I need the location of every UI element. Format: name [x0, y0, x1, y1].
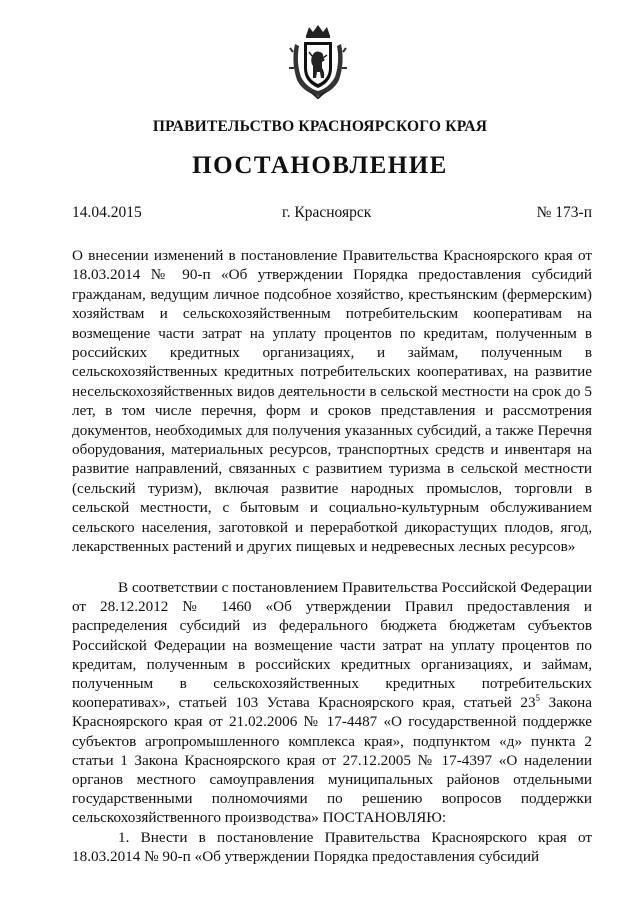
- body-paragraph-text-cont: Закона Красноярского края от 21.02.2006 № 17-4487 «О государственной поддержке субъектов агропромышленного комплекса края», подпунктом «д» пункта 2 статьи 1 Закона Красноярского края от 27.12.2005 № 17-4397 «О наделении органов местного самоуправления муниципальных районов отдельными государственными полномочиями по решению вопросов поддержки сельскохозяйственного производства» ПОСТАНОВЛЯЮ:: [72, 694, 593, 827]
- body-paragraph-text: В соответствии с постановлением Правительства Российской Федерации от 28.12.2012 № 1460 «Об утверждении Правил предоставления и распределения субсидий из федерального бюджета бюджетам субъектов Российской Федерации на возмещение части затрат на уплату процентов по кредитам, полученным в российских кредитных организациях, и займам, полученным в сельскохозяйственных кредитных потребительских кооперативах», статьей 103 Устава Красноярского края, статьей 23: [72, 579, 592, 712]
- document-city: г. Красноярск: [282, 204, 372, 221]
- document-type-title: ПОСТАНОВЛЕНИЕ: [192, 152, 448, 179]
- coat-of-arms-icon: [289, 22, 347, 100]
- government-name: ПРАВИТЕЛЬСТВО КРАСНОЯРСКОГО КРАЯ: [152, 118, 488, 135]
- article-superscript: 5: [535, 693, 541, 704]
- document-subject: О внесении изменений в постановление Правительства Красноярского края от 18.03.2014 № 90-п «Об утверждении Порядка предоставления субсидий гражданам, ведущим личное подсобное хозяйство, крестьянским (фермерским) хозяйствам и сельскохозяйственным потребительским кооперативам на возмещение части затрат на уплату процентов по кредитам, полученным в российских кредитных организациях, и займам, полученным в сельскохозяйственных кредитных потребительских кооперативах, на развитие несельскохозяйственных видов деятельности в сельской местности на срок до 5 лет, в том числе перечня, форм и сроков представления и рассмотрения документов, необходимых для получения указанных субсидий, а также Перечня оборудования, материальных ресурсов, транспортных средств и инвентаря на развитие направлений, связанных с развитием туризма в сельской местности (сельский туризм), включая развитие народных промыслов, торговли в сельской местности, с бытовым и социально-культурным обслуживанием сельского населения, заготовкой и переработкой дикорастущих плодов, ягод, лекарственных растений и других пищевых и недревесных лесных ресурсов»: [72, 247, 592, 556]
- document-body: [72, 578, 592, 866]
- body-paragraph: 1. Внести в постановление Правительства Красноярского края от 18.03.2014 № 90-п «Об утверждении Порядка предоставления субсидий: [72, 828, 592, 865]
- document-date: 14.04.2015: [72, 204, 142, 221]
- body-paragraph: [72, 578, 592, 828]
- document-number: № 173-п: [536, 204, 592, 221]
